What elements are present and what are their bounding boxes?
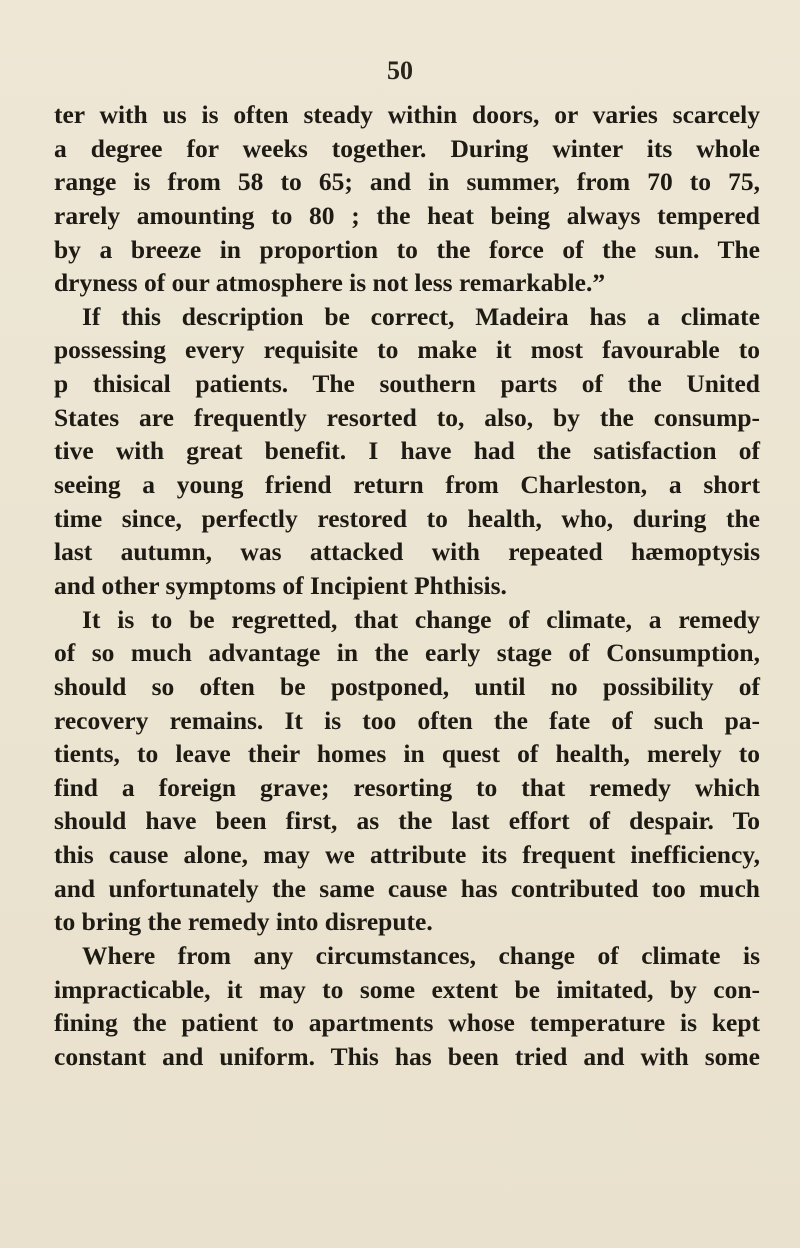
text-line: range is from 58 to 65; and in summer, from 70 to 75,: [54, 167, 760, 197]
text-line: this cause alone, may we attribute its frequent inefficiency,: [54, 840, 760, 870]
text-line: seeing a young friend return from Charleston, a short: [54, 470, 760, 500]
text-line: to bring the remedy into disrepute.: [54, 907, 433, 937]
text-line: Where from any circumstances, change of climate is: [82, 941, 760, 971]
text-line: by a breeze in proportion to the force of the sun. The: [54, 234, 760, 264]
text-line: and unfortunately the same cause has contributed too much: [54, 873, 760, 903]
text-line: constant and uniform. This has been tried and with some: [54, 1041, 760, 1071]
text-line: recovery remains. It is too often the fate of such pa-: [54, 705, 760, 735]
text-line: time since, perfectly restored to health, who, during the: [54, 503, 760, 533]
text-line: If this description be correct, Madeira has a climate: [82, 301, 760, 331]
text-line: should so often be postponed, until no possibility of: [54, 671, 760, 701]
text-line: tients, to leave their homes in quest of health, merely to: [54, 739, 760, 769]
text-line: fining the patient to apartments whose temperature is kept: [54, 1008, 760, 1038]
text-line: tive with great benefit. I have had the satisfaction of: [54, 436, 760, 466]
body-text: [54, 98, 760, 1074]
text-line: rarely amounting to 80 ; the heat being always tempered: [54, 200, 760, 230]
text-line: ter with us is often steady within doors, or varies scarcely: [54, 100, 760, 129]
text-line: p thisical patients. The southern parts of the United: [54, 369, 760, 399]
text-line: possessing every requisite to make it most favourable to: [54, 335, 760, 365]
text-line: last autumn, was attacked with repeated hæmoptysis: [54, 537, 760, 567]
text-line: dryness of our atmosphere is not less remarkable.”: [54, 268, 606, 298]
text-line: a degree for weeks together. During winter its whole: [54, 133, 760, 163]
text-line: and other symptoms of Incipient Phthisis.: [54, 570, 507, 600]
text-line: States are frequently resorted to, also, by the consump-: [54, 402, 760, 432]
text-line: of so much advantage in the early stage of Consumption,: [54, 638, 760, 668]
text-line: It is to be regretted, that change of climate, a remedy: [82, 604, 760, 634]
text-line: find a foreign grave; resorting to that remedy which: [54, 772, 760, 802]
text-line: should have been first, as the last effort of despair. To: [54, 806, 760, 836]
page-number: 50: [387, 56, 413, 85]
text-line: impracticable, it may to some extent be imitated, by con-: [54, 974, 760, 1004]
